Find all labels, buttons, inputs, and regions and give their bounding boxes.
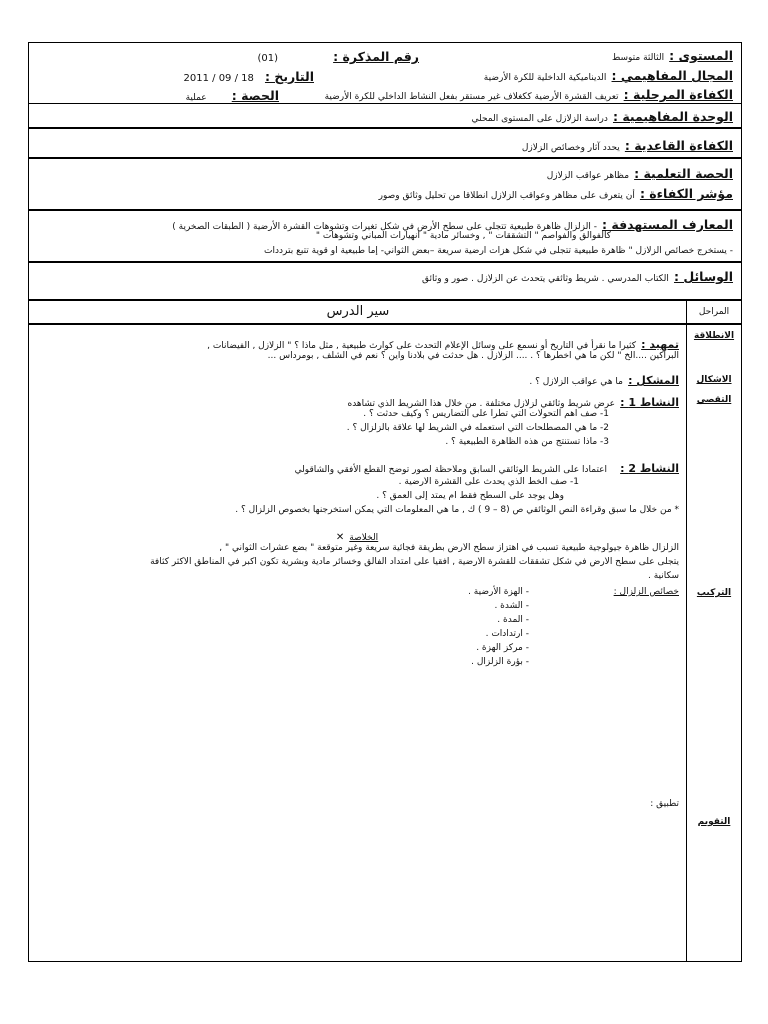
knowledge-box [28,210,742,262]
intro-line2: البراكين ....الخ " لكن ما هي أخطرها ؟ . .... الزلازل . هل حدثت في بلادنا وأين ؟ نعم في الشلف , بومرداس ... [267,351,679,361]
summary-line2: يتجلى على سطح الأرض في شكل تشققات للقشرة الأرضية , أفقيا على امتداد الفالق وخسائر مادية وبشرية تكون أكبر في المناطق الأكثر كثافة [150,557,679,567]
level-value: الثالثة متوسط [611,53,665,63]
means-label: الوسائل : [673,269,733,284]
date-label: التاريخ : [264,69,314,84]
base-value: يحدد آثار وخصائص الزلازل [521,143,620,153]
course-title: سير الدرس [326,304,390,319]
activity2-q2: وهل يوجد على السطح فقط أم يمتد إلى العمق ؟ . [376,491,564,501]
indicator-value: أن يتعرف على مظاهر وعواقب الزلازل انطلاقا من تحليل وثائق وصور [378,191,635,201]
knowledge-line3: - يستخرج خصائص الزلازل " ظاهرة طبيعية تتجلى في شكل هزات أرضية سريعة –بعض الثواني- إما طبيعية أو قوية تتبع بترددات [264,246,733,256]
activity2-note: * من خلال ما سبق وقراءة النص الوثائقي ص (8 – 9 ) ك , ما هي المعلومات التي يمكن استخرجنها بخصوص الزلزال ؟ . [235,505,679,515]
problem-label: المشكل : [628,374,679,387]
summary-line3: سكانية . [647,571,679,581]
stages-header: المراحل [686,301,741,323]
stage-launch: الانطلاقة [693,331,735,341]
property-item: - بؤرة الزلزال . [471,657,529,667]
apply-label: تطبيق : [650,799,679,809]
indicator-label: مؤشر الكفاءة : [639,186,733,201]
summary-line1: الزلزال ظاهرة جيولوجية طبيعية تسبب في اهتزاز سطح الأرض بطريقة فجائية سريعة وغير متوقعة " بضع عشرات الثواني " , [219,543,679,553]
property-item: - الشدة . [494,601,529,611]
property-item: - مركز الهزة . [476,643,529,653]
activity1-intro: عرض شريط وثائقي لزلازل مختلفة . من خلال هذا الشريط الذي تشاهده [347,399,616,409]
course-content [35,325,679,961]
property-item: - المدة . [497,615,529,625]
stage-label: الكفاءة المرحلية : [623,87,733,102]
base-competency-box [28,128,742,158]
summary-cross-icon: ✕ [335,532,345,543]
activity1-q3: 3- ماذا تستنتج من هذه الظاهرة الطبيعية ؟ . [445,437,609,447]
means-value: الكتاب المدرسي . شريط وثائقي يتحدث عن الزلازل . صور و وثائق [422,274,669,284]
activity2-intro: اعتمادا على الشريط الوثائقي السابق وملاحظة لصور توضح القطع الأفقي والشاقولي [294,465,608,475]
summary-title: الخلاصة [349,533,379,543]
stage-value: تعريف القشرة الأرضية ككغلاف غير مستقر بفعل النشاط الداخلي للكرة الأرضية [324,92,619,102]
memo-label: رقم المذكرة : [333,49,419,64]
problem-value: ما هي عواقب الزلازل ؟ . [529,377,623,387]
stage-inquiry: التقصي [696,395,732,405]
knowledge-label: المعارف المستهدفة : [602,217,733,232]
activity1-label: النشاط 1 : [620,396,679,409]
lesson-box [28,158,742,210]
session-value: عملية [185,93,207,103]
base-label: الكفاءة القاعدية : [624,138,733,153]
intro-label: تمهيد : [641,338,679,351]
property-item: - الهزة الأرضية . [468,587,529,597]
lesson-label: الحصة التعلمية : [634,166,733,181]
unit-label: الوحدة المفاهيمية : [612,109,733,124]
memo-value: (01) [257,53,279,64]
level-label: المستوى : [669,48,733,63]
stage-problem: الاشكال [696,375,732,385]
stage-synthesis: التركيب [696,588,732,598]
means-box [28,262,742,300]
session-label: الحصة : [231,88,279,103]
activity1-q1: 1- صف أهم التحولات التي تطرأ على التضاريس ؟ وكيف حدثت ؟ . [363,409,609,419]
domain-label: المجال المفاهيمي : [611,68,733,83]
knowledge-line2: كالفوالق والفواصم " التشققات " , وخسائر مادية " انهيارات المباني وتشوهات " [315,231,611,241]
course-header-row [28,300,742,324]
course-body [28,324,742,962]
lesson-value: مظاهر عواقب الزلازل [546,171,630,181]
lesson-sheet [28,42,742,962]
stage-evaluation: التقويم [697,817,731,827]
activity2-q1: 1- صف الخط الذي يحدث على القشرة الأرضية . [398,477,579,487]
header-box [28,42,742,128]
domain-value: الديناميكية الداخلية للكرة الأرضية [483,73,607,83]
property-item: - ارتدادات . [485,629,529,639]
date-value: 2011 / 09 / 18 [183,73,254,84]
activity2-label: النشاط 2 : [620,462,679,475]
properties-label: خصائص الزلزال : [613,587,679,597]
intro-line1: كثيرا ما نقرأ في التاريخ أو نسمع على وسائل الإعلام التحدث على كوارث طبيعية , مثل ماذا ؟ " الزلازل , الفيضانات , [207,341,637,351]
activity1-q2: 2- ما هي المصطلحات التي استعمله في الشريط لها علاقة بالزلزال ؟ . [346,423,609,433]
unit-value: دراسة الزلازل على المستوى المحلي [471,114,608,124]
knowledge-line1: - الزلزال ظاهرة طبيعية تتجلى على سطح الأرض في شكل تغيرات وتشوهات القشرة الأرضية ( الطبقات الصخرية ) [172,222,597,232]
